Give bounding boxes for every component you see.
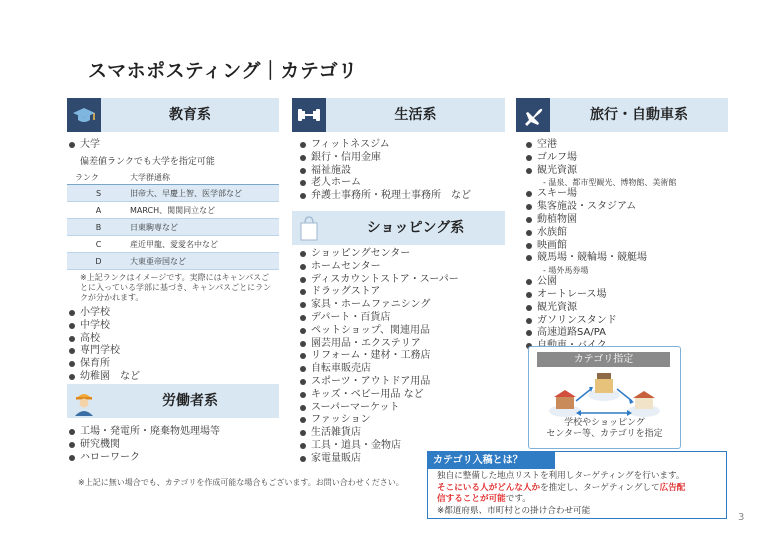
- table-row: [67, 253, 279, 270]
- list-item: ショッピングセンター: [298, 248, 508, 261]
- list-subitem: - 場外馬券場: [543, 266, 589, 276]
- category-tag: カテゴリ指定: [537, 352, 670, 367]
- callout-text: です。: [505, 494, 531, 504]
- table-row: [67, 236, 279, 253]
- list-item: スーパーマーケット: [298, 402, 508, 415]
- rank-table: [67, 170, 279, 270]
- callout-text: を推定し、ターゲティングして: [540, 482, 660, 493]
- rank-cell: C: [67, 236, 130, 253]
- callout-body: [437, 471, 722, 517]
- list-item: ディスカウントストア・スーパー: [298, 274, 508, 287]
- list-item: 福祉施設: [298, 165, 508, 178]
- life-header: [292, 98, 505, 132]
- list-item: 研究機関: [67, 439, 279, 452]
- list-item: 生活雑貨店: [298, 427, 508, 440]
- airplane-icon: [516, 98, 550, 132]
- rank-desc-cell: 大東亜帝国など: [130, 253, 279, 270]
- diagram-caption: [529, 418, 680, 440]
- list-item: 自転車販売店: [298, 363, 508, 376]
- callout-highlight: そこにいる人がどんな人か: [437, 482, 541, 493]
- list-item: 家電量販店: [298, 453, 508, 466]
- list-item: ハローワーク: [67, 452, 279, 465]
- diagram-caption-line: センター等、カテゴリを指定: [546, 429, 663, 439]
- location-map-illustration: [529, 369, 680, 421]
- footnote: ※上記に無い場合でも、カテゴリを作成可能な場合もございます。お問い合わせください。: [78, 478, 404, 487]
- university-description: 偏差値ランクでも大学を指定可能: [80, 157, 215, 167]
- list-item: 工具・道具・金物店: [298, 440, 508, 453]
- list-item: フィットネスジム: [298, 139, 508, 152]
- rank-desc-cell: 旧帝大、早慶上智、医学部など: [130, 185, 279, 202]
- list-item: ペットショップ、関連用品: [298, 325, 508, 338]
- rank-desc-cell: 日東駒専など: [130, 219, 279, 236]
- list-item: オートレース場: [524, 289, 729, 302]
- shopping-header: [292, 211, 505, 245]
- list-subitem: - 温泉、都市型観光、博物館、美術館: [543, 178, 677, 188]
- rank-cell: D: [67, 253, 130, 270]
- rank-note: ※上記ランクはイメージです。実際にはキャンパスごとに入っている学部に基づき、キャンパスごとにランクが分かれます。: [80, 273, 272, 302]
- list-item: 専門学校: [67, 345, 279, 358]
- page-title: スマホポスティング｜カテゴリ: [88, 60, 358, 82]
- list-item: ホームセンター: [298, 261, 508, 274]
- list-item: スポーツ・アウトドア用品: [298, 376, 508, 389]
- travel-header: [516, 98, 728, 132]
- travel-list: [524, 139, 729, 353]
- shopping-bag-icon: [292, 211, 326, 245]
- rank-cell: S: [67, 185, 130, 202]
- list-item: 大学: [67, 139, 279, 152]
- table-row: [67, 219, 279, 236]
- list-item: 老人ホーム: [298, 177, 508, 190]
- list-item: 集客施設・スタジアム: [524, 201, 729, 214]
- callout-line: [437, 494, 722, 506]
- list-item: デパート・百貨店: [298, 312, 508, 325]
- group-name-header: 大学群通称: [130, 170, 279, 185]
- category-explanation-box: [427, 451, 727, 519]
- callout-line: 独自に整備した地点リストを利用しターゲティングを行います。: [437, 471, 685, 481]
- shopping-list: [298, 248, 508, 466]
- list-item: 映画館: [524, 240, 729, 253]
- rank-desc-cell: 産近甲龍、愛愛名中など: [130, 236, 279, 253]
- list-item: ガソリンスタンド: [524, 315, 729, 328]
- labor-header: [67, 384, 279, 418]
- labor-list: [67, 426, 279, 464]
- building-icon: [628, 391, 660, 417]
- list-item: 空港: [524, 139, 729, 152]
- diagram-caption-line: 学校やショッピング: [564, 418, 645, 428]
- callout-highlight: 信することが可能: [437, 494, 506, 504]
- dumbbell-icon: [292, 98, 326, 132]
- list-item: ドラッグストア: [298, 286, 508, 299]
- list-item: 高速道路SA/PA: [524, 327, 729, 340]
- rank-table-header: [67, 170, 279, 185]
- graduation-cap-icon: [67, 98, 101, 132]
- education-header-label: 教育系: [169, 107, 211, 123]
- callout-highlight: 広告配: [659, 482, 686, 493]
- life-header-label: 生活系: [394, 107, 437, 123]
- list-item: 観光資源: [524, 165, 729, 178]
- list-item: 競馬場・競輪場・競艇場: [524, 252, 729, 265]
- life-list: [298, 139, 508, 203]
- table-row: [67, 202, 279, 219]
- list-item: 小学校: [67, 307, 279, 320]
- rank-desc-cell: MARCH、関関同立など: [130, 202, 279, 219]
- list-item: 幼稚園 など: [67, 371, 279, 384]
- list-item: 高校: [67, 333, 279, 346]
- list-item: 園芸用品・エクステリア: [298, 338, 508, 351]
- list-item: 弁護士事務所・税理士事務所 など: [298, 190, 508, 203]
- labor-header-label: 労働者系: [162, 393, 218, 409]
- list-item: 水族館: [524, 227, 729, 240]
- worker-icon: [67, 384, 101, 418]
- education-university-list: [67, 139, 279, 152]
- list-item: 家具・ホームファニシング: [298, 299, 508, 312]
- list-item: ゴルフ場: [524, 152, 729, 165]
- list-item: ファッション: [298, 414, 508, 427]
- education-header: [67, 98, 279, 132]
- rank-header: ランク: [67, 170, 130, 185]
- education-school-list: [67, 307, 279, 384]
- shopping-header-label: ショッピング系: [366, 220, 465, 236]
- list-item: 公園: [524, 276, 729, 289]
- list-item: 保育所: [67, 358, 279, 371]
- list-item: 中学校: [67, 320, 279, 333]
- list-item: 観光資源: [524, 302, 729, 315]
- list-item: リフォーム・建材・工務店: [298, 350, 508, 363]
- page-number: 3: [738, 512, 745, 523]
- list-item: 工場・発電所・廃棄物処理場等: [67, 426, 279, 439]
- list-item: スキー場: [524, 188, 729, 201]
- callout-line: ※都道府県、市町村との掛け合わせ可能: [437, 505, 591, 516]
- callout-line: [437, 483, 722, 495]
- category-diagram: [528, 346, 681, 449]
- callout-header: カテゴリ入稿とは？: [428, 452, 555, 469]
- list-item: キッズ・ベビー用品 など: [298, 389, 508, 402]
- list-item: 銀行・信用金庫: [298, 152, 508, 165]
- rank-cell: A: [67, 202, 130, 219]
- rank-cell: B: [67, 219, 130, 236]
- table-row: [67, 185, 279, 202]
- list-item: 動植物園: [524, 214, 729, 227]
- travel-header-label: 旅行・自動車系: [590, 107, 688, 123]
